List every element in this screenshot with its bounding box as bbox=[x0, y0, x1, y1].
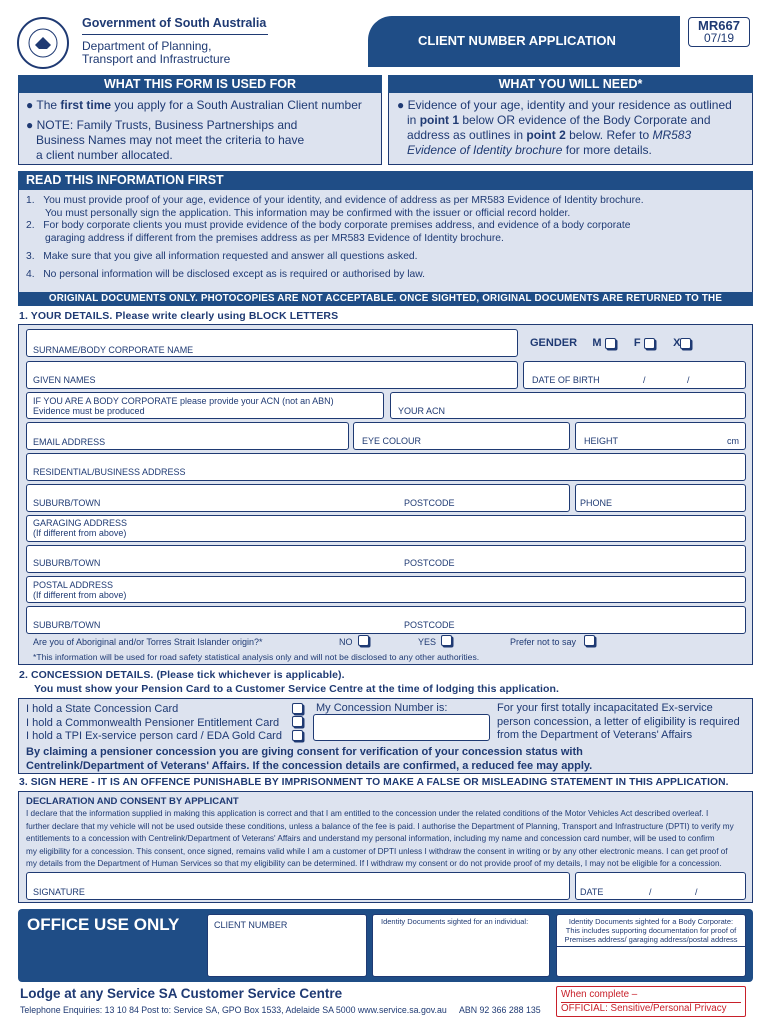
height-label: HEIGHT bbox=[584, 436, 619, 446]
form-code-box bbox=[688, 17, 750, 47]
sa-logo bbox=[17, 17, 69, 69]
need-title: WHAT YOU WILL NEED* bbox=[388, 75, 753, 93]
surname-label: SURNAME/BODY CORPORATE NAME bbox=[33, 345, 194, 355]
garaging-label-1: GARAGING ADDRESS bbox=[33, 518, 128, 528]
pensioner-card-checkbox[interactable] bbox=[292, 716, 303, 727]
need-text: ● Evidence of your age, identity and your residence as outlined in point 1 below OR evidence of the Body Corporate and address as outlines in point 2 below. Refer to MR583 Evidence of Identity brochure for more details. bbox=[397, 98, 732, 157]
consent-text: By claiming a pensioner concession you are giving consent for verification of your concession status with Centrelink/Department of Veterans' Affairs. If the concession details are confirmed, a reduced fee may apply. bbox=[26, 746, 593, 772]
gar-suburb-label: SUBURB/TOWN bbox=[33, 558, 101, 568]
aboriginal-yes-label: YES bbox=[418, 637, 437, 647]
dob-slash-1: / bbox=[643, 375, 646, 385]
originals-banner: ORIGINAL DOCUMENTS ONLY. PHOTOCOPIES ARE NOT ACCEPTABLE. ONCE SIGHTED, ORIGINAL DOCUMENTS ARE RETURNED TO THE APPLICANT. bbox=[18, 292, 753, 306]
concession-number-label: My Concession Number is: bbox=[316, 702, 448, 714]
post-postcode-label: POSTCODE bbox=[404, 620, 455, 630]
info-list: 1. You must provide proof of your age, evidence of your identity, and evidence of address as per MR583 Evidence of Identity brochure. You must personally sign the application. This information may be confirmed with the issuer or official record holder. 2. For body corporate clients you must provide evidence of the body corporate premises address, and evidence of a body corporate garaging address if different from the premises address as per MR583 Evidence of Identity brochure. 3. Make sure that you give all information requested and answer all questions asked. 4. No personal information will be disclosed except as is required or authorised by law. bbox=[26, 195, 644, 280]
header-rule bbox=[82, 34, 268, 35]
signature-label: SIGNATURE bbox=[33, 887, 85, 897]
aboriginal-no-checkbox[interactable] bbox=[358, 635, 369, 646]
section-2-title-1: 2. CONCESSION DETAILS. (Please tick whichever is applicable). bbox=[19, 669, 345, 681]
prefer-not-checkbox[interactable] bbox=[584, 635, 595, 646]
postal-label-2: (If different from above) bbox=[33, 590, 127, 600]
state-concession-checkbox[interactable] bbox=[292, 703, 303, 714]
gar-suburb-field[interactable] bbox=[26, 545, 746, 573]
acn-note-2: Evidence must be produced bbox=[33, 406, 145, 416]
tpi-note: For your first totally incapacitated Ex-service person concession, a letter of eligibility is required from the Department of Veterans' Affairs bbox=[497, 702, 740, 741]
office-title: OFFICE USE ONLY bbox=[27, 915, 180, 934]
purpose-title: WHAT THIS FORM IS USED FOR bbox=[18, 75, 382, 93]
concession-number-field[interactable] bbox=[313, 714, 490, 741]
dob-slash-2: / bbox=[687, 375, 690, 385]
gender-f-checkbox[interactable] bbox=[644, 338, 655, 349]
given-names-field[interactable] bbox=[26, 361, 518, 389]
privacy-box: When complete – OFFICIAL: Sensitive/Personal Privacy bbox=[556, 986, 746, 1017]
dept-line-1: Department of Planning, bbox=[82, 39, 212, 53]
sign-date-slash-2: / bbox=[695, 887, 698, 897]
res-postcode-label: POSTCODE bbox=[404, 498, 455, 508]
aboriginal-yes-checkbox[interactable] bbox=[441, 635, 452, 646]
form-date: 07/19 bbox=[703, 31, 735, 45]
prefer-not-label: Prefer not to say bbox=[510, 637, 577, 647]
section-2-title-2: You must show your Pension Card to a Customer Service Centre at the time of lodging this application. bbox=[34, 683, 560, 695]
sign-date-label: DATE bbox=[580, 887, 604, 897]
height-unit: cm bbox=[727, 436, 739, 446]
section-1-title: 1. YOUR DETAILS. Please write clearly using BLOCK LETTERS bbox=[19, 310, 339, 322]
corporate-id-label: Identity Documents sighted for a Body Corporate: This includes supporting documentation for proof of Premises address/ garaging address/postal address bbox=[564, 917, 738, 944]
garaging-label-2: (If different from above) bbox=[33, 528, 127, 538]
dept-line-2: Transport and Infrastructure bbox=[82, 52, 231, 66]
acn-note-1: IF YOU ARE A BODY CORPORATE please provide your ACN (not an ABN) bbox=[33, 396, 334, 406]
sign-date-slash-1: / bbox=[649, 887, 652, 897]
info-title: READ THIS INFORMATION FIRST bbox=[18, 171, 753, 190]
corporate-id-divider bbox=[556, 946, 746, 947]
email-label: EMAIL ADDRESS bbox=[33, 437, 106, 447]
garaging-address-field[interactable] bbox=[26, 515, 746, 542]
purpose-bullet-1: ● The first time you apply for a South Australian Client number bbox=[26, 98, 362, 112]
gender-x-checkbox[interactable] bbox=[680, 338, 691, 349]
individual-id-label: Identity Documents sighted for an individual: bbox=[381, 917, 529, 926]
given-names-label: GIVEN NAMES bbox=[33, 375, 96, 385]
form-title-tab bbox=[368, 16, 680, 67]
gender-group: GENDER M F X bbox=[530, 337, 691, 349]
aboriginal-question: Are you of Aboriginal and/or Torres Strait Islander origin?* bbox=[33, 637, 263, 647]
declaration-title: DECLARATION AND CONSENT BY APPLICANT bbox=[26, 796, 239, 807]
purpose-bullet-2: ● NOTE: Family Trusts, Business Partnerships and Business Names may not meet the criteria to have a client number allocated. bbox=[26, 118, 305, 162]
phone-label: PHONE bbox=[580, 498, 613, 508]
form-title: CLIENT NUMBER APPLICATION bbox=[418, 33, 616, 48]
res-suburb-field[interactable] bbox=[26, 484, 570, 512]
tpi-card-checkbox[interactable] bbox=[292, 730, 303, 741]
postal-address-field[interactable] bbox=[26, 576, 746, 603]
client-number-label: CLIENT NUMBER bbox=[214, 920, 288, 930]
signature-field[interactable] bbox=[26, 872, 570, 900]
contact-text: Telephone Enquiries: 13 10 84 Post to: Service SA, GPO Box 1533, Adelaide SA 5000 www.service.sa.gov.au ABN 92 366 288 135 bbox=[20, 1005, 541, 1015]
aboriginal-no-label: NO bbox=[339, 637, 353, 647]
post-suburb-label: SUBURB/TOWN bbox=[33, 620, 101, 630]
declaration-text: I declare that the information supplied in making this application is correct and that I am entitled to the concession under the related conditions of the Motor Vehicles Act described overleaf. I further declare that my vehicle will not be used outside these conditions, unless a balance of the fee is paid. I authorise the Department of Planning, Transport and Infrastructure (DPTI) to verify my entitlements to a concession with Centrelink/Department of Veterans' Affairs and understand my personal information, including my name and concession card number, will be used to confirm my eligibility for a concession. This consent, once signed, remains valid while I am a customer of DPTI unless I withdraw the consent in writing or by any other electronic means. I can get proof of my details from the Department of Human Services so that my eligibility can be determined. If I withdraw my consent or do not provide proof of my details, I may not be eligible for a concession. bbox=[26, 809, 734, 868]
acn-label: YOUR ACN bbox=[398, 406, 446, 416]
gender-m-checkbox[interactable] bbox=[605, 338, 616, 349]
form-code: MR667 bbox=[698, 18, 740, 33]
concession-options: I hold a State Concession Card I hold a Commonwealth Pensioner Entitlement Card I hold a TPI Ex-service person card / EDA Gold Card bbox=[26, 703, 282, 742]
gar-postcode-label: POSTCODE bbox=[404, 558, 455, 568]
dob-label: DATE OF BIRTH bbox=[532, 375, 600, 385]
eye-colour-label: EYE COLOUR bbox=[362, 436, 422, 446]
lodge-text: Lodge at any Service SA Customer Service Centre bbox=[20, 986, 343, 1001]
post-suburb-field[interactable] bbox=[26, 606, 746, 634]
piping-shrike-icon bbox=[19, 19, 67, 67]
res-suburb-label: SUBURB/TOWN bbox=[33, 498, 101, 508]
gov-title: Government of South Australia bbox=[82, 16, 267, 30]
postal-label-1: POSTAL ADDRESS bbox=[33, 580, 114, 590]
residential-address-label: RESIDENTIAL/BUSINESS ADDRESS bbox=[33, 467, 186, 477]
aboriginal-footnote: *This information will be used for road safety statistical analysis only and will not be disclosed to any other authorities. bbox=[33, 652, 480, 662]
section-3-title: 3. SIGN HERE - IT IS AN OFFENCE PUNISHABLE BY IMPRISONMENT TO MAKE A FALSE OR MISLEADING STATEMENT IN THIS APPLICATION. bbox=[19, 777, 729, 788]
